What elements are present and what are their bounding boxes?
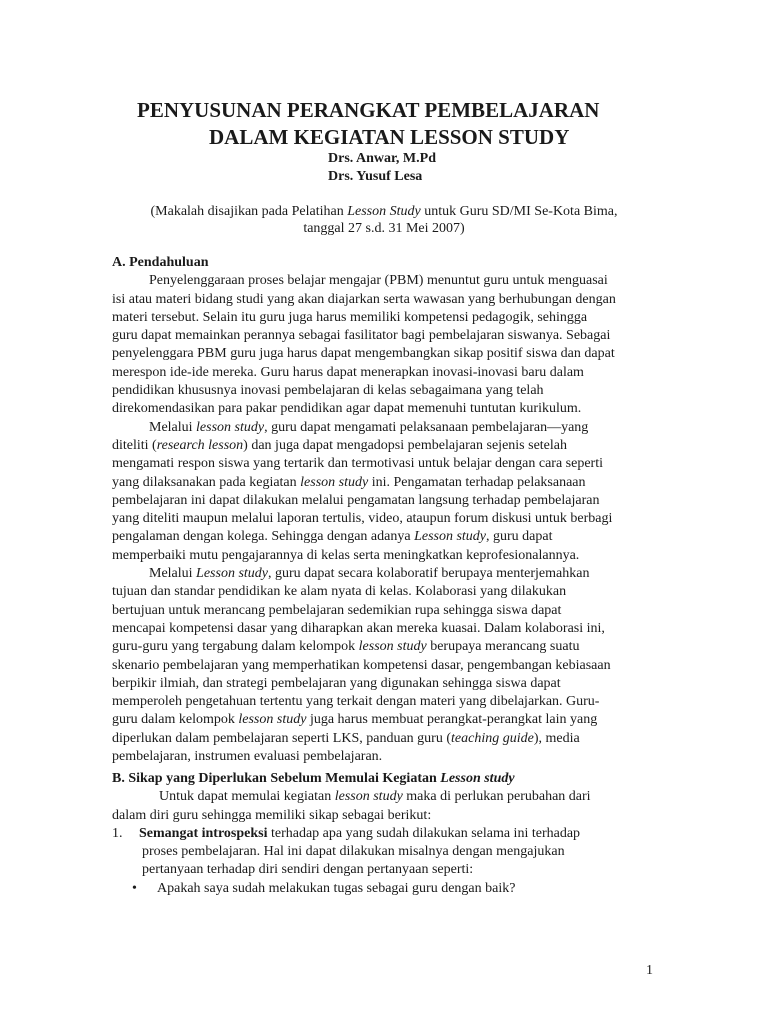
paragraph-line: Melalui Lesson study, guru dapat secara kolaboratif berupaya menterjemahkan [149,566,590,582]
paragraph-line: berpikir ilmiah, dan strategi pembelajaran yang digunakan sehingga siswa dapat [112,675,561,691]
title-line-1: PENYUSUNAN PERANGKAT PEMBELAJARAN [137,98,600,122]
paragraph-line: pertanyaan terhadap diri sendiri dengan pertanyaan seperti: [142,862,474,878]
paragraph-line: diperlukan dalam pembelajaran seperti LKS, panduan guru (teaching guide), media [112,730,580,746]
presentation-note [100,203,668,237]
note-text: untuk Guru SD/MI Se-Kota Bima, [420,204,618,219]
bullet-icon: • [132,880,137,896]
paragraph-line: memperoleh pengetahuan tertentu yang terkait dengan materi yang dibelajarkan. Guru- [112,694,600,710]
section-introduction [112,254,658,766]
paragraph-line: mengamati respon siswa yang tertarik dan termotivasi untuk belajar dengan cara seperti [112,456,603,472]
paragraph-line: guru-guru yang tergabung dalam kelompok lesson study berupaya merancang suatu [112,639,580,655]
paragraph-line: Penyelenggaraan proses belajar mengajar (PBM) menuntut guru untuk menguasai [149,273,608,289]
list-item: 1. Semangat introspeksi terhadap apa yang sudah dilakukan selama ini terhadap [112,825,658,843]
paragraph-line: merespon ide-ide mereka. Guru harus dapat menerapkan inovasi-inovasi baru dalam [112,364,584,380]
paragraph-line: pengalaman dengan kolega. Sehingga dengan adanya Lesson study, guru dapat [112,529,553,545]
paragraph-line: pembelajaran ini dapat dilakukan melalui pengamatan langsung terhadap pembelajaran [112,492,600,508]
paragraph-line: penyelenggara PBM guru juga harus dapat mengembangkan sikap positif siswa dan dapat [112,346,615,362]
paragraph-line: guru dalam kelompok lesson study juga harus membuat perangkat-perangkat lain yang [112,712,598,728]
section-heading: B. Sikap yang Diperlukan Sebelum Memulai Kegiatan Lesson study [112,771,515,786]
paragraph-line: skenario pembelajaran yang memperhatikan kompetensi dasar, pengembangan kebiasaan [112,657,611,673]
document-title [0,97,768,151]
paragraph-line: bertujuan untuk merancang pembelajaran sedemikian rupa sehingga siswa dapat [112,602,562,618]
paragraph-line: isi atau materi bidang studi yang akan diajarkan serta wawasan yang berhubungan dengan [112,291,616,307]
paragraph-line: yang dilaksanakan pada kegiatan lesson study ini. Pengamatan terhadap pelaksanaan [112,474,586,490]
paragraph-line: direkomendasikan para pakar pendidikan agar dapat memenuhi tuntutan kurikulum. [112,401,582,417]
paragraph-line: tujuan dan standar pendidikan ke alam nyata di kelas. Kolaborasi yang dilakukan [112,584,567,600]
title-line-2: DALAM KEGIATAN LESSON STUDY [209,125,570,149]
author-1: Drs. Anwar, M.Pd [328,151,436,166]
bullet-text: Apakah saya sudah melakukan tugas sebagai guru dengan baik? [157,880,516,896]
note-text: (Makalah disajikan pada Pelatihan [150,204,348,219]
paragraph-line: memperbaiki mutu pengajarannya di kelas serta meningkatkan keprofesionalannya. [112,547,580,563]
paragraph-line: Melalui lesson study, guru dapat mengamati pelaksanaan pembelajaran—yang [149,419,589,435]
paragraph-line: yang diteliti maupun melalui laporan tertulis, video, ataupun forum diskusi untuk berbagi [112,511,613,527]
section-attitudes [112,770,658,898]
paragraph-line: proses pembelajaran. Hal ini dapat dilakukan misalnya dengan mengajukan [142,844,565,860]
paragraph-line: materi tersebut. Selain itu guru juga harus memiliki kompetensi pedagogik, sehingga [112,309,588,325]
author-2: Drs. Yusuf Lesa [328,169,423,184]
note-emphasis: Lesson Study [347,204,421,219]
author-list [328,150,436,186]
paragraph-line: Untuk dapat memulai kegiatan lesson study maka di perlukan perubahan dari [159,789,591,805]
paragraph-line: mencapai kompetensi dasar yang diharapkan akan mereka kuasai. Dalam kolaborasi ini, [112,620,605,636]
list-item-keyword: Semangat introspeksi [139,825,268,841]
page-number: 1 [646,963,653,978]
paragraph-line: diteliti (research lesson) dan juga dapat mengadopsi pembelajaran sejenis setelah [112,437,567,453]
list-number: 1. [112,825,123,841]
paragraph-line: pembelajaran, instrumen evaluasi pembelajaran. [112,749,383,765]
paragraph-line: pendidikan khususnya inovasi pembelajaran di kelas sebagaimana yang telah [112,383,544,399]
section-heading: A. Pendahuluan [112,255,209,270]
paragraph-line: dalam diri guru sehingga memiliki sikap sebagai berikut: [112,807,432,823]
paragraph-line: guru dapat memainkan perannya sebagai fasilitator bagi pembelajaran siswanya. Sebagai [112,328,611,344]
note-date: tanggal 27 s.d. 31 Mei 2007) [303,221,465,236]
bullet-item [112,880,658,898]
